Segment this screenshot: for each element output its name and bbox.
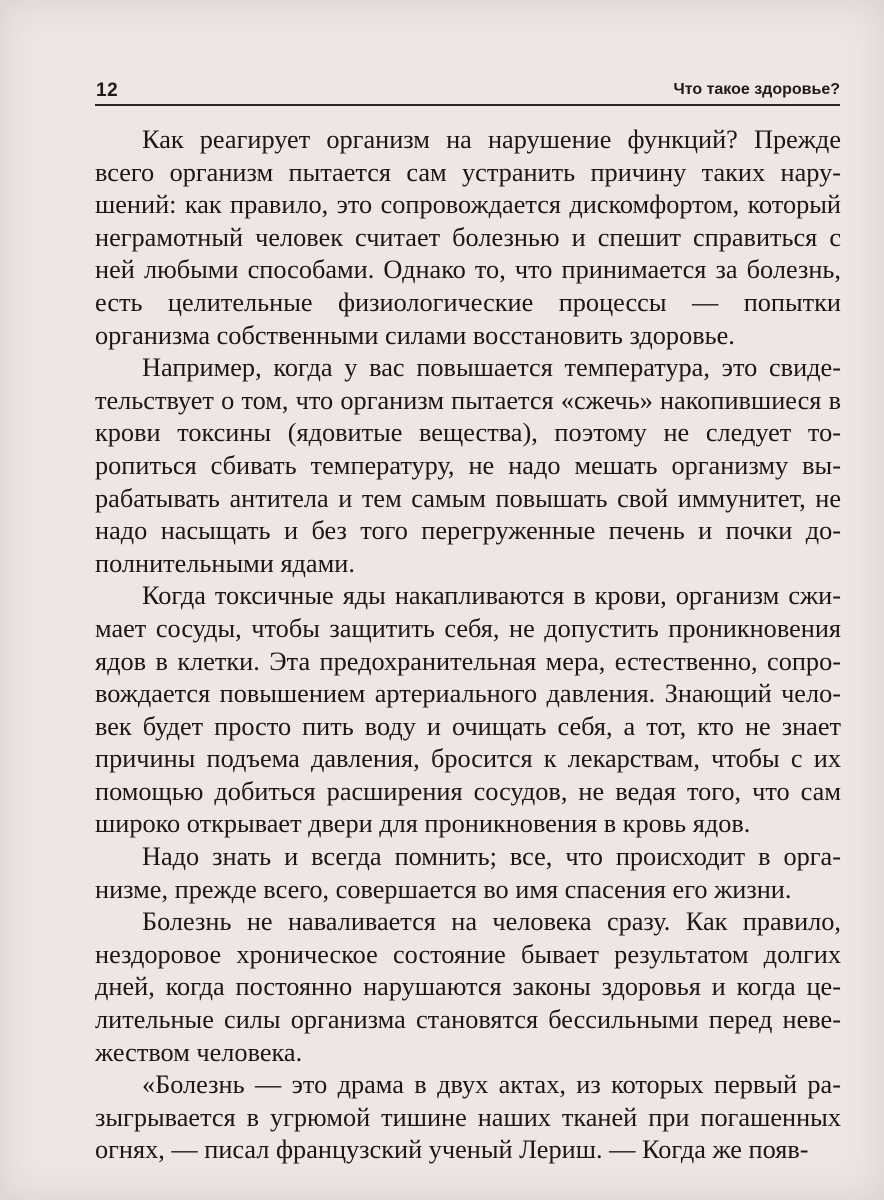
paragraph: Как реагирует организм на нарушение функций? Прежде всего организм пытается сам устранить причину таких нарушений: как правило, это сопровождается дискомфортом, который неграмотный человек считает болезнью и спешит справиться с ней любыми способами. Однако то, что принимается за болезнь, есть целительные физиологические процессы — попытки организма собственными силами восстановить здоровье.: [95, 125, 841, 350]
page-number: 12: [96, 80, 119, 101]
body-text: [95, 124, 841, 1167]
page-header: [95, 74, 840, 106]
paragraph: Когда токсичные яды накапливаются в крови, организм сжимает сосуды, чтобы защитить себя, не допустить проникновения ядов в клетки. Эта предохранительная мера, естественно, сопровождается повышением артериального давления. Знающий человек будет просто пить воду и очищать себя, а тот, кто не знает причины подъема давления, бросится к лекарствам, чтобы с их помощью добиться расширения сосудов, не ведая того, что сам широко открывает двери для проникновения в кровь ядов.: [95, 581, 841, 839]
paragraph: Например, когда у вас повышается температура, это свидетельствует о том, что организм пытается «сжечь» накопившиеся в крови токсины (ядовитые вещества), поэтому не следует торопиться сбивать температуру, не надо мешать организму вырабатывать антитела и тем самым повышать свой иммунитет, не надо насыщать и без того перегруженные печень и почки дополнительными ядами.: [95, 353, 841, 578]
paragraph: Болезнь не наваливается на человека сразу. Как правило, нездоровое хроническое состояние бывает результатом долгих дней, когда постоянно нарушаются законы здоровья и когда целительные силы организма становятся бессильными перед невежеством человека.: [95, 907, 841, 1067]
paragraph: Надо знать и всегда помнить; все, что происходит в организме, прежде всего, совершается во имя спасения его жизни.: [95, 842, 841, 904]
running-title: Что такое здоровье?: [673, 81, 840, 98]
paragraph: «Болезнь — это драма в двух актах, из которых первый разыгрывается в угрюмой тишине наших тканей при погашенных огнях, — писал французский ученый Лериш. — Когда же появ-: [95, 1070, 841, 1165]
